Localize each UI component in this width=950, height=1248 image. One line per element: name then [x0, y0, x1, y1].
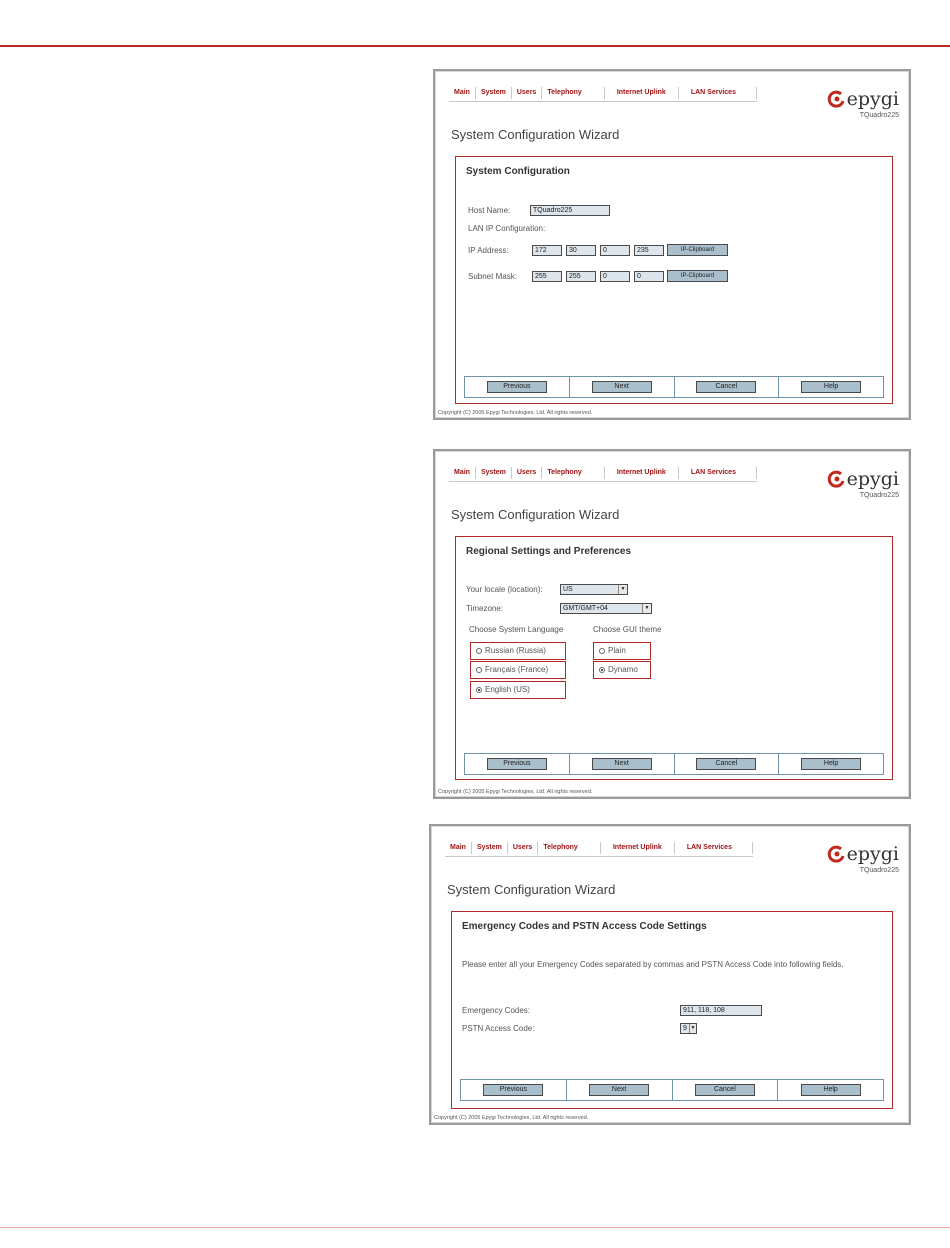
nav-system[interactable]: System [476, 467, 512, 479]
theme-label: Choose GUI theme [593, 625, 662, 634]
language-option-label: Russian (Russia) [485, 646, 546, 655]
locale-select[interactable] [560, 584, 628, 595]
previous-button[interactable]: Previous [487, 758, 547, 770]
screenshot-system-configuration [433, 69, 911, 420]
device-model: TQuadro225 [859, 492, 899, 499]
nav-telephony[interactable]: Telephony [538, 842, 600, 854]
host-name-input[interactable]: TQuadro225 [530, 205, 610, 216]
nav-lan-services[interactable]: LAN Services [679, 467, 757, 479]
wizard-button-bar [464, 753, 884, 775]
nav-telephony[interactable]: Telephony [542, 467, 604, 479]
copyright: Copyright (C) 2005 Epygi Technologies, Ltd. All rights reserved. [434, 1115, 589, 1121]
next-button[interactable]: Next [592, 381, 652, 393]
footer-rule [0, 1227, 950, 1228]
theme-option-plain[interactable] [593, 642, 651, 660]
radio-icon [476, 667, 482, 673]
emergency-codes-input[interactable]: 911, 118, 108 [680, 1005, 762, 1016]
radio-icon [599, 667, 605, 673]
cancel-button[interactable]: Cancel [696, 758, 756, 770]
wizard-button-bar [464, 376, 884, 398]
pstn-access-code-value: 9 [683, 1025, 687, 1032]
ip-octet-4[interactable]: 235 [634, 245, 664, 256]
timezone-select[interactable] [560, 603, 652, 614]
nav-internet-uplink[interactable]: Internet Uplink [605, 467, 679, 479]
mask-octet-2[interactable]: 255 [566, 271, 596, 282]
main-nav [449, 467, 757, 482]
pstn-access-code-label: PSTN Access Code: [462, 1024, 535, 1033]
section-title: System Configuration [466, 166, 570, 177]
brand-name: epygi [846, 88, 899, 110]
nav-system[interactable]: System [476, 87, 512, 99]
cancel-button[interactable]: Cancel [695, 1084, 755, 1096]
help-button[interactable]: Help [801, 381, 861, 393]
wizard-panel [451, 911, 893, 1109]
copyright: Copyright (C) 2005 Epygi Technologies, Ltd. All rights reserved. [438, 410, 593, 416]
screenshot-regional-settings [433, 449, 911, 799]
brand-name: epygi [846, 843, 899, 865]
theme-option-label: Plain [608, 646, 626, 655]
mask-clipboard-button[interactable]: IP-Clipboard [667, 270, 728, 282]
device-model: TQuadro225 [859, 112, 899, 119]
nav-main[interactable]: Main [449, 87, 476, 99]
wizard-panel [455, 156, 893, 404]
chevron-down-icon: ▼ [642, 604, 651, 613]
nav-internet-uplink[interactable]: Internet Uplink [605, 87, 679, 99]
ip-clipboard-button[interactable]: IP-Clipboard [667, 244, 728, 256]
radio-icon [476, 648, 482, 654]
mask-octet-3[interactable]: 0 [600, 271, 630, 282]
epygi-swirl-icon [826, 469, 846, 489]
language-option-label: Français (France) [485, 665, 549, 674]
emergency-codes-label: Emergency Codes: [462, 1006, 531, 1015]
epygi-swirl-icon [826, 89, 846, 109]
nav-main[interactable]: Main [449, 467, 476, 479]
language-option-label: English (US) [485, 685, 530, 694]
language-label: Choose System Language [469, 625, 564, 634]
main-nav [445, 842, 753, 857]
copyright: Copyright (C) 2005 Epygi Technologies, Ltd. All rights reserved. [438, 789, 593, 795]
wizard-title: System Configuration Wizard [451, 507, 620, 522]
nav-lan-services[interactable]: LAN Services [679, 87, 757, 99]
language-option-russian[interactable] [470, 642, 566, 660]
nav-internet-uplink[interactable]: Internet Uplink [601, 842, 675, 854]
nav-users[interactable]: Users [512, 87, 542, 99]
device-model: TQuadro225 [859, 867, 899, 874]
header-rule [0, 45, 950, 47]
section-title: Regional Settings and Preferences [466, 546, 632, 557]
wizard-panel [455, 536, 893, 780]
nav-users[interactable]: Users [508, 842, 538, 854]
brand-logo [826, 89, 899, 119]
screenshot-emergency-codes [429, 824, 911, 1125]
ip-octet-3[interactable]: 0 [600, 245, 630, 256]
wizard-title: System Configuration Wizard [451, 127, 620, 142]
mask-octet-4[interactable]: 0 [634, 271, 664, 282]
ip-octet-2[interactable]: 30 [566, 245, 596, 256]
section-title: Emergency Codes and PSTN Access Code Settings [462, 921, 707, 932]
chevron-down-icon: ▼ [690, 1025, 696, 1031]
lan-ip-label: LAN IP Configuration: [468, 224, 546, 233]
nav-telephony[interactable]: Telephony [542, 87, 604, 99]
main-nav [449, 87, 757, 102]
brand-logo [826, 469, 899, 499]
wizard-title: System Configuration Wizard [447, 882, 616, 897]
subnet-mask-label: Subnet Mask: [468, 272, 517, 281]
ip-address-label: IP Address: [468, 246, 509, 255]
instructions-text: Please enter all your Emergency Codes separated by commas and PSTN Access Code into following fields. [462, 960, 844, 969]
ip-octet-1[interactable]: 172 [532, 245, 562, 256]
pstn-access-code-select[interactable] [680, 1023, 697, 1034]
host-name-label: Host Name: [468, 206, 511, 215]
nav-lan-services[interactable]: LAN Services [675, 842, 753, 854]
timezone-value: GMT/GMT+04 [563, 605, 608, 612]
radio-icon [599, 648, 605, 654]
help-button[interactable]: Help [801, 1084, 861, 1096]
radio-icon [476, 687, 482, 693]
theme-option-label: Dynamo [608, 665, 638, 674]
brand-logo [826, 844, 899, 874]
locale-label: Your locale (location): [466, 585, 543, 594]
next-button[interactable]: Next [589, 1084, 649, 1096]
locale-value: US [563, 586, 573, 593]
wizard-button-bar [460, 1079, 884, 1101]
mask-octet-1[interactable]: 255 [532, 271, 562, 282]
brand-name: epygi [846, 468, 899, 490]
chevron-down-icon: ▼ [618, 585, 627, 594]
help-button[interactable]: Help [801, 758, 861, 770]
theme-option-dynamo[interactable] [593, 661, 651, 679]
nav-users[interactable]: Users [512, 467, 542, 479]
cancel-button[interactable]: Cancel [696, 381, 756, 393]
language-option-english[interactable] [470, 681, 566, 699]
timezone-label: Timezone: [466, 604, 504, 613]
next-button[interactable]: Next [592, 758, 652, 770]
previous-button[interactable]: Previous [487, 381, 547, 393]
previous-button[interactable]: Previous [483, 1084, 543, 1096]
language-option-french[interactable] [470, 661, 566, 679]
nav-main[interactable]: Main [445, 842, 472, 854]
epygi-swirl-icon [826, 844, 846, 864]
nav-system[interactable]: System [472, 842, 508, 854]
